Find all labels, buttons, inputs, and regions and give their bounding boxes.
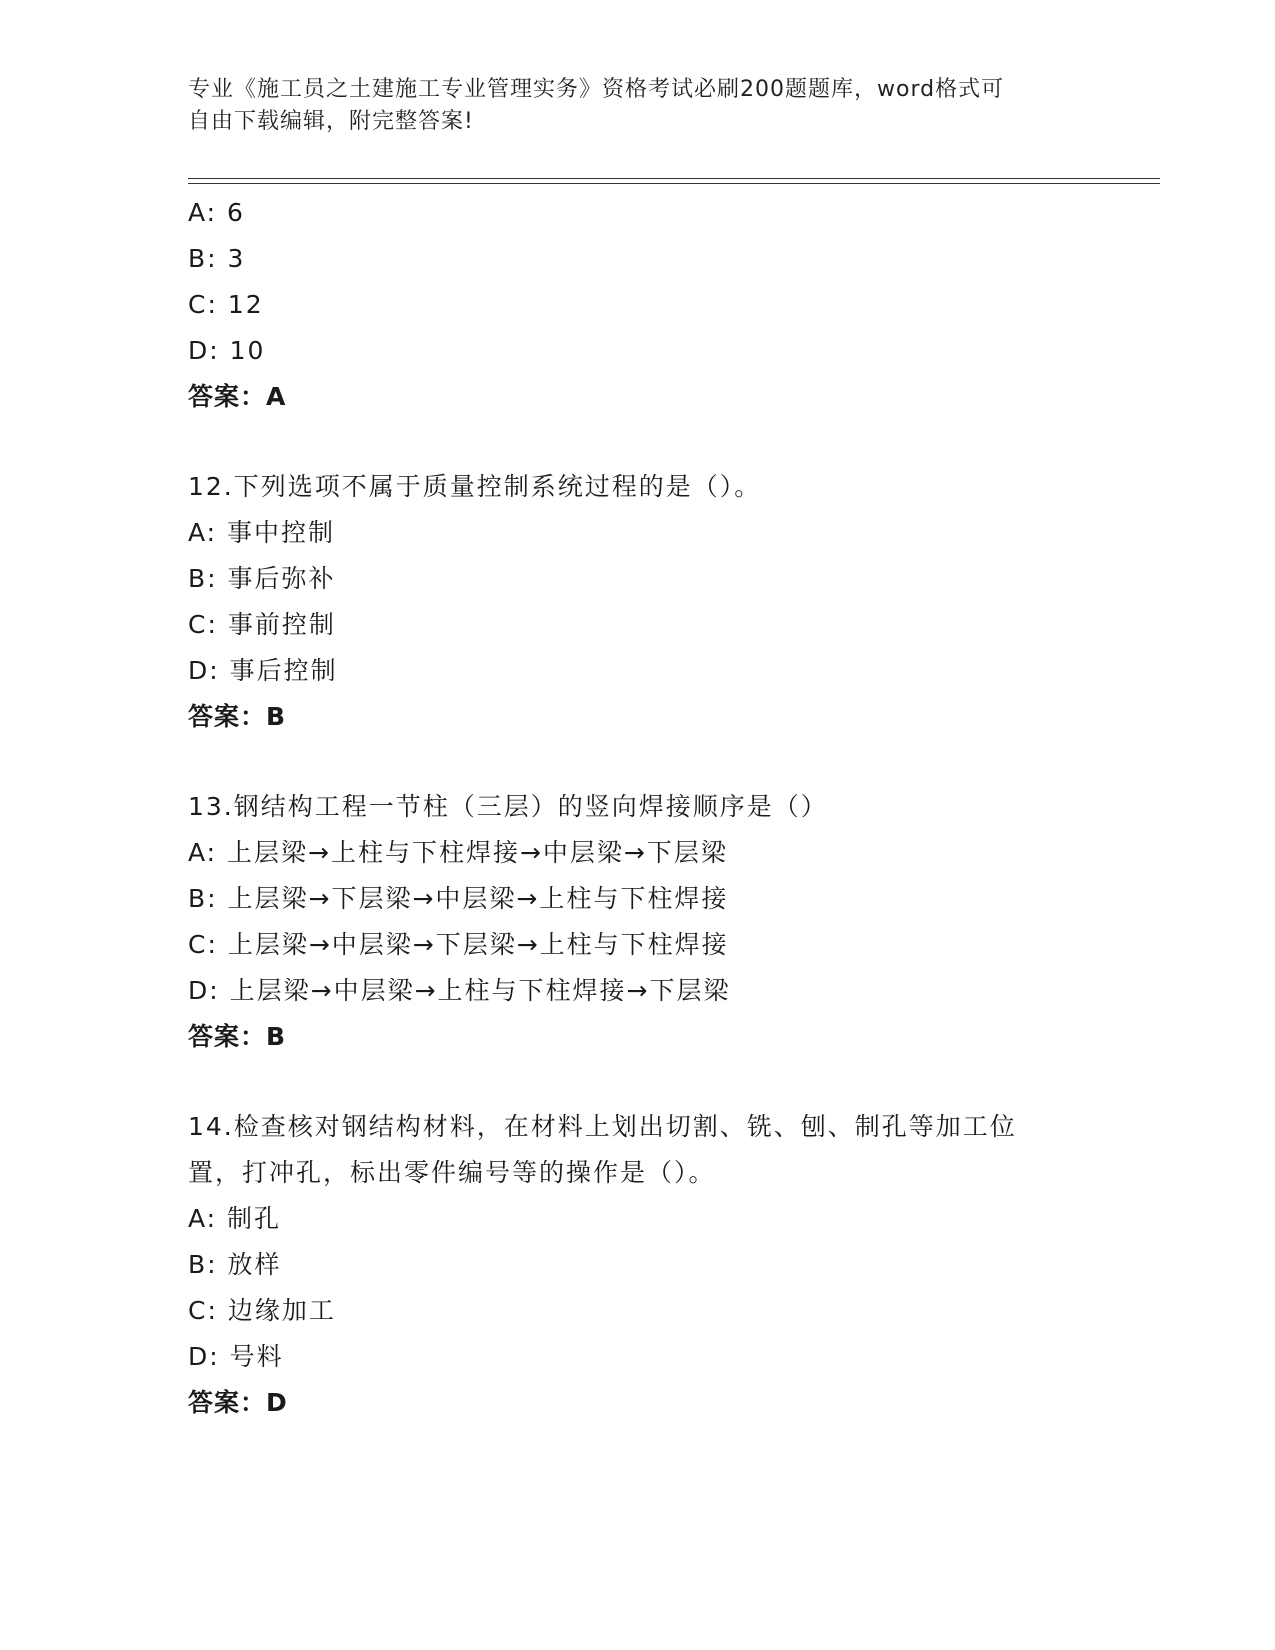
option-a: A: 6: [188, 198, 245, 227]
option-c: C: 边缘加工: [188, 1296, 336, 1325]
option-b: B: 上层梁→下层梁→中层梁→上柱与下柱焊接: [188, 884, 729, 913]
option-d: D: 10: [188, 336, 266, 365]
header-divider-top: [188, 178, 1160, 179]
option-a: A: 上层梁→上柱与下柱焊接→中层梁→下层梁: [188, 838, 728, 867]
option-b: B: 放样: [188, 1250, 282, 1279]
option-b: B: 3: [188, 244, 246, 273]
option-a: A: 制孔: [188, 1204, 282, 1233]
question-14: [188, 1104, 1088, 1426]
option-c: C: 事前控制: [188, 610, 336, 639]
answer: 答案：B: [188, 1022, 287, 1051]
option-d: D: 上层梁→中层梁→上柱与下柱焊接→下层梁: [188, 976, 731, 1005]
spacer: [188, 1060, 1088, 1104]
spacer: [188, 420, 1088, 464]
answer: 答案：A: [188, 382, 287, 411]
question-list: [188, 190, 1088, 1426]
question-13: [188, 784, 1088, 1060]
option-c: C: 12: [188, 290, 264, 319]
answer: 答案：D: [188, 1388, 288, 1417]
question-11: [188, 190, 1088, 420]
answer: 答案：B: [188, 702, 287, 731]
option-a: A: 事中控制: [188, 518, 336, 547]
question-stem: 12.下列选项不属于质量控制系统过程的是（）。: [188, 472, 762, 501]
document-header: [188, 74, 1068, 138]
header-line-2: 自由下载编辑，附完整答案!: [188, 109, 474, 134]
question-stem-line-1: 14.检查核对钢结构材料，在材料上划出切割、铣、刨、制孔等加工位: [188, 1112, 1017, 1141]
question-stem: 13.钢结构工程一节柱（三层）的竖向焊接顺序是（）: [188, 792, 828, 821]
option-d: D: 事后控制: [188, 656, 338, 685]
header-divider-bottom: [188, 183, 1160, 184]
question-12: [188, 464, 1088, 740]
option-c: C: 上层梁→中层梁→下层梁→上柱与下柱焊接: [188, 930, 729, 959]
question-stem-line-2: 置，打冲孔，标出零件编号等的操作是（）。: [188, 1158, 716, 1187]
header-line-1: 专业《施工员之土建施工专业管理实务》资格考试必刷200题题库，word格式可: [188, 77, 1005, 102]
spacer: [188, 740, 1088, 784]
option-d: D: 号料: [188, 1342, 284, 1371]
option-b: B: 事后弥补: [188, 564, 336, 593]
